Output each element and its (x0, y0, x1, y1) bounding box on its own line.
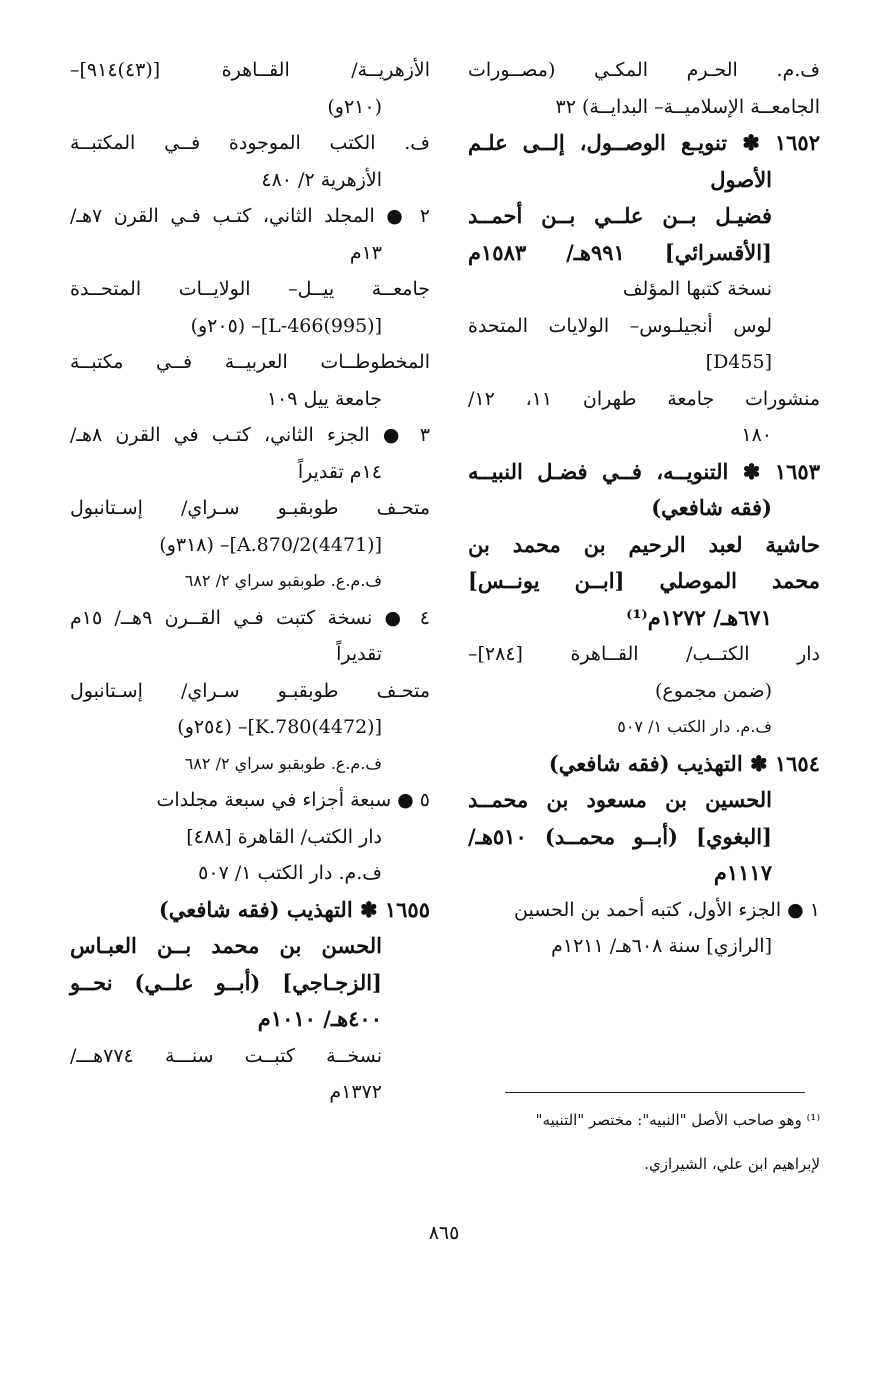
text-line: متحـف طوبقبـو سـراي/ إسـتانبول (70, 679, 430, 702)
text-line: ١٦٥٤ ✽ التهذيب (فقه شافعي) (548, 750, 820, 776)
text-line: ف.م.ع. طوبقبو سراي ٢/ ٦٨٢ (184, 571, 382, 590)
text-line: ف.م.ع. طوبقبو سراي ٢/ ٦٨٢ (184, 753, 382, 773)
text-line: [D455] (705, 351, 772, 373)
text-line: لوس أنجيلـوس– الولايات المتحدة (468, 314, 772, 337)
text-line: [الرازي] سنة ٦٠٨هـ/ ١٢١١م (551, 935, 772, 957)
text-line: الأزهريــة/ القــاهرة [(٤٣)٩١٤]– (70, 59, 430, 81)
text-line: ف.م. الحـرم المكـي (مصــورات (468, 59, 820, 81)
footnote-line: ⁽¹⁾ وهو صاحب الأصل "النبيه": مختصر "التنبيه" (535, 1111, 820, 1129)
text-line: متحـف طوبقبـو سـراي/ إسـتانبول (70, 497, 430, 519)
text-line: ٦٧١هـ/ ١٢٧٢م⁽¹⁾ (626, 604, 772, 630)
text-line: دار الكتب/ القاهرة [٤٨٨] (186, 825, 382, 848)
text-line: الحسن بن محمد بــن العبـاس (70, 933, 382, 958)
text-line: ١ ● الجزء الأول، كتبه أحمد بن الحسين (514, 898, 820, 921)
text-line: ف. الكتب الموجودة فــي المكتبــة (70, 132, 430, 154)
text-line: ف.م. دار الكتب ١/ ٥٠٧ (617, 717, 772, 736)
text-line: نسخــة كتبــت سنـــة ٧٧٤هـــ/ (70, 1044, 382, 1067)
text-line: الأصول (710, 166, 772, 192)
text-line: (٢١٠و) (327, 95, 382, 118)
text-line: (ضمن مجموع) (654, 679, 772, 702)
text-line: [L-466(995)]– (٢٠٥و) (190, 314, 382, 337)
footnote-separator (505, 1092, 805, 1093)
text-line: ١١١٧م (713, 860, 772, 885)
text-line: الأزهرية ٢/ ٤٨٠ (261, 168, 382, 191)
text-line: نسخة كتبها المؤلف (622, 278, 772, 300)
text-line: تقديراً (336, 643, 382, 665)
text-line: ١٣م (349, 241, 382, 264)
text-line: [الأقسرائي] ٩٩١هـ/ ١٥٨٣م (468, 239, 772, 265)
text-line: ٥ ● سبعة أجزاء في سبعة مجلدات (156, 789, 430, 811)
text-line: دار الكتــب/ القــاهرة [٢٨٤]– (468, 643, 820, 665)
page-number: ٨٦٥ (428, 1222, 460, 1244)
text-line: جامعــة ييــل– الولايــات المتحــدة (70, 278, 430, 300)
text-line: ٣ ● الجزء الثاني، كتـب في القرن ٨هـ/ (70, 424, 430, 446)
text-line: ١٦٥٥ ✽ التهذيب (فقه شافعي) (158, 896, 430, 922)
text-line: (فقه شافعي) (651, 495, 772, 520)
text-line: ١٨٠ (741, 424, 772, 446)
footnotes (470, 1100, 820, 1188)
text-line: [البغوي] (أبــو محمــد) ٥١٠هـ/ (468, 823, 772, 849)
text-line: منشورات جامعة طهران ١١، ١٢/ (468, 387, 821, 410)
text-line: ١٦٥٣ ✽ التنويــه، فــي فضـل النبيــه (468, 458, 820, 484)
left-column (70, 52, 430, 1111)
text-line: ١٣٧٢م (329, 1081, 382, 1103)
text-line: ف.م. دار الكتب ١/ ٥٠٧ (198, 862, 382, 884)
text-line: المخطوطــات العربيــة فــي مكتبــة (70, 351, 430, 373)
text-line: ١٤م تقديراً (297, 460, 382, 483)
text-line: جامعة ييل ١٠٩ (266, 387, 382, 410)
text-line: محمد الموصلي [ابــن يونــس] (468, 568, 820, 593)
text-line: فضيـل بــن علــي بــن أحمــد (468, 203, 772, 228)
footnote-line: لإبراهيم ابن علي، الشيرازي. (644, 1155, 820, 1173)
text-line: حاشية لعبد الرحيم بن محمد بن (468, 531, 820, 557)
text-line: الحسين بن مسعود بن محمــد (468, 787, 772, 812)
text-line: ٤٠٠هـ/ ١٠١٠م (257, 1006, 382, 1031)
text-line: [الزجـاجي] (أبــو علــي) نحــو (70, 969, 382, 995)
text-line: ١٦٥٢ ✽ تنويـع الوصــول، إلــى علـم (468, 130, 820, 155)
right-column (468, 52, 820, 965)
text-line: [K.780(4472)]– (٢٥٤و) (177, 716, 382, 738)
text-line: [A.870/2(4471)]– (٣١٨و) (159, 533, 382, 556)
text-line: ٤ ● نسخة كتبت فـي القــرن ٩هــ/ ١٥م (70, 606, 430, 629)
text-line: الجامعــة الإسلاميــة– البدايــة) ٣٢ (555, 95, 820, 118)
text-line: ٢ ● المجلد الثاني، كتـب فـي القرن ٧هـ/ (70, 205, 430, 227)
